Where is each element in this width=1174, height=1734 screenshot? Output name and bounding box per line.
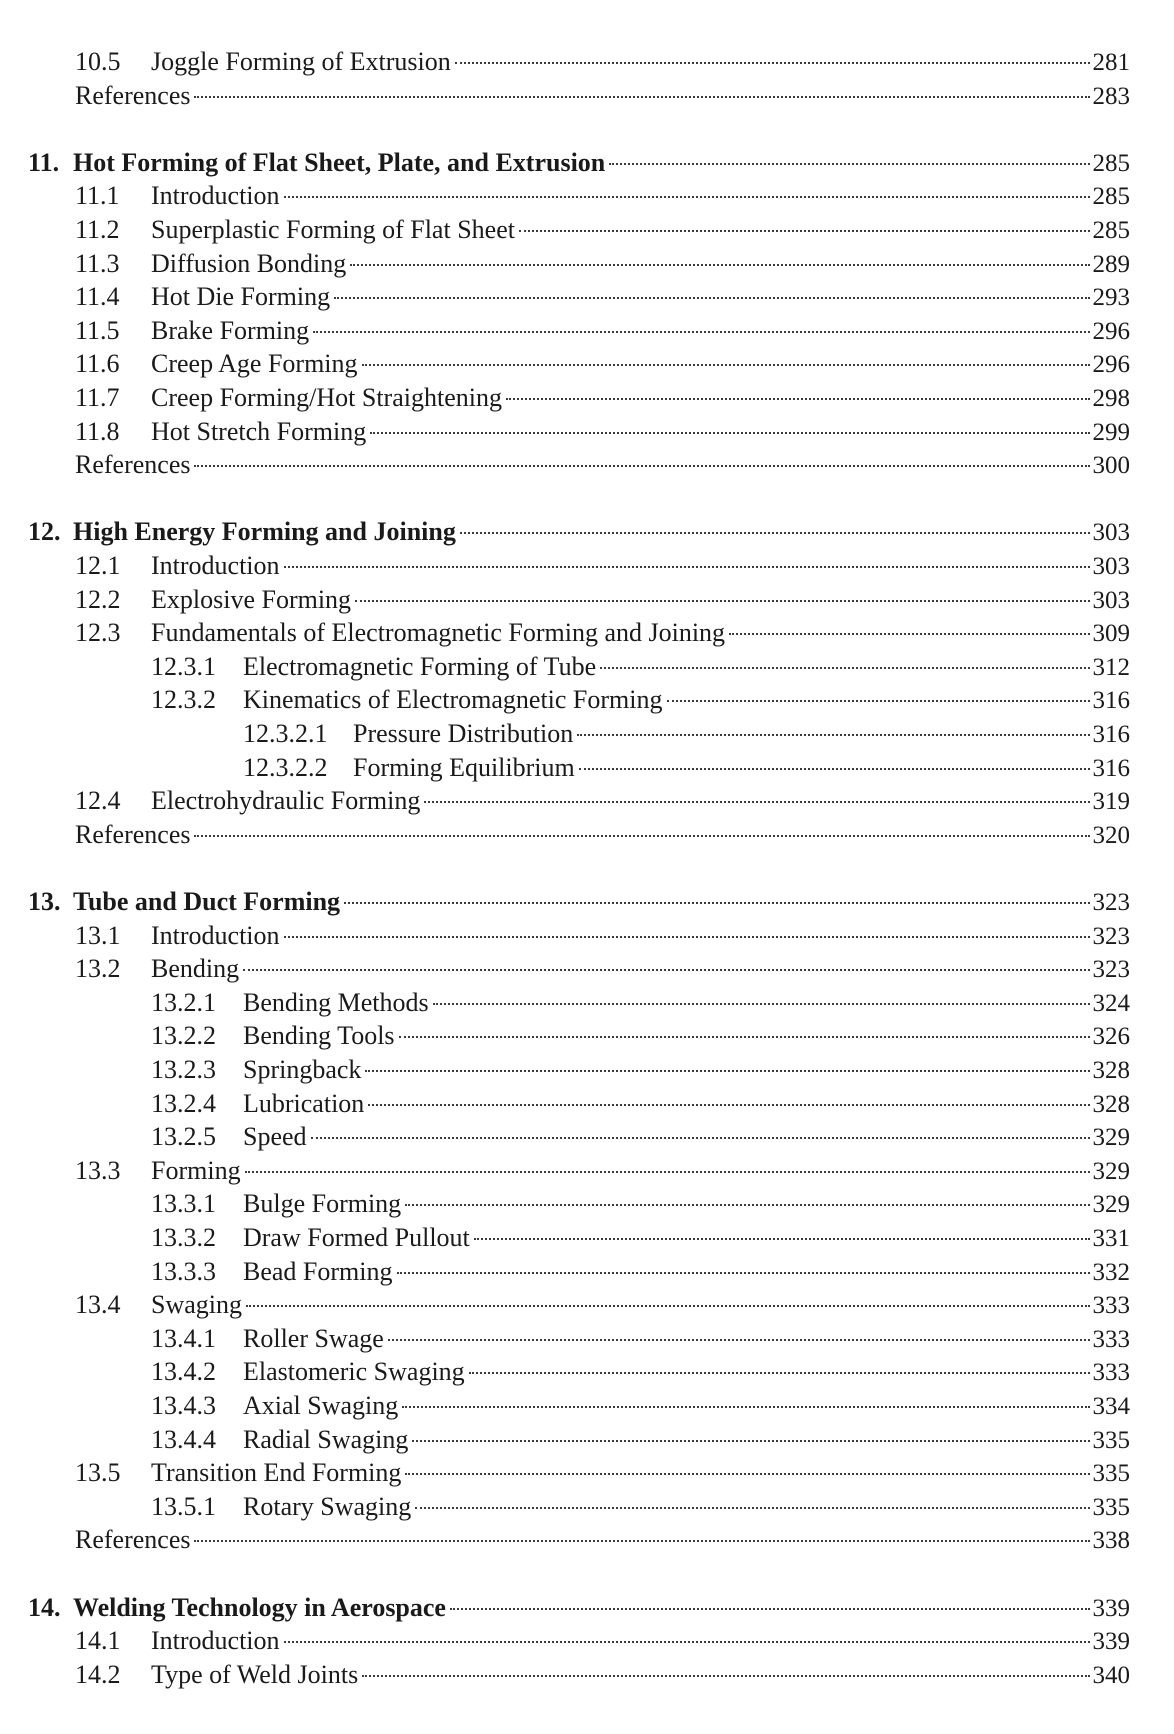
toc-references-entry: [75, 819, 1130, 851]
dot-leader: [729, 633, 1089, 635]
toc-chapter-entry: [28, 147, 1130, 179]
dot-leader: [284, 196, 1090, 198]
toc-entry-title: Introduction: [151, 920, 280, 950]
toc-entry-number: 10.5: [75, 47, 121, 76]
toc-entry-number: 11.1: [75, 181, 120, 211]
dot-leader: [344, 902, 1089, 904]
toc-entry-title: Bead Forming: [243, 1256, 393, 1286]
toc-entry-number: 11.7: [75, 383, 120, 412]
toc-entry-page-number: 335: [1092, 1460, 1130, 1488]
dot-leader: [506, 398, 1090, 400]
toc-entry-title: Draw Formed Pullout: [243, 1223, 470, 1252]
toc-entry-number: 13.3: [75, 1155, 121, 1185]
toc-entry-number: 13.2.2: [151, 1021, 216, 1051]
toc-entry-number: 13.3.3: [151, 1256, 216, 1286]
toc-entry: [75, 584, 1130, 616]
toc-entry-title: References: [75, 819, 191, 849]
dot-leader: [194, 465, 1089, 467]
toc-entry: [75, 248, 1130, 280]
toc-entry-page-number: 303: [1092, 586, 1130, 614]
toc-entry: [75, 315, 1130, 347]
toc-entry: [151, 1054, 1130, 1086]
toc-entry-number: 13.4.1: [151, 1323, 216, 1353]
dot-leader: [245, 1171, 1090, 1173]
toc-entry-number: 13.5.1: [151, 1491, 216, 1521]
toc-entry-page-number: 333: [1092, 1325, 1130, 1353]
toc-entry-page-number: 329: [1092, 1191, 1130, 1219]
toc-entry: [151, 1188, 1130, 1220]
dot-leader: [474, 1238, 1090, 1240]
toc-chapter-entry: [28, 1592, 1130, 1624]
toc-entry-title: Joggle Forming of Extrusion: [151, 47, 451, 76]
toc-entry: [151, 1390, 1130, 1422]
toc-entry: [151, 651, 1130, 683]
dot-leader: [243, 969, 1089, 971]
toc-entry-title: Forming Equilibrium: [353, 752, 575, 782]
toc-entry-number: 12.3.1: [151, 651, 216, 681]
dot-leader: [579, 768, 1090, 770]
toc-entry-number: 11.6: [75, 349, 120, 379]
dot-leader: [600, 667, 1089, 669]
toc-entry-number: 13.2.1: [151, 987, 216, 1017]
toc-entry-page-number: 328: [1092, 1090, 1130, 1118]
toc-entry-title: Transition End Forming: [151, 1458, 402, 1488]
toc-entry-page-number: 335: [1092, 1493, 1130, 1521]
dot-leader: [246, 1305, 1090, 1307]
toc-references-entry: [75, 1524, 1130, 1556]
toc-entry-page-number: 333: [1092, 1359, 1130, 1387]
dot-leader: [519, 230, 1090, 232]
toc-entry-title: Kinematics of Electromagnetic Forming: [243, 685, 663, 715]
toc-entry: [151, 1121, 1130, 1153]
toc-entry: [243, 718, 1130, 750]
dot-leader: [388, 1339, 1090, 1341]
toc-entry-page-number: 316: [1092, 754, 1130, 782]
toc-entry-title: Rotary Swaging: [243, 1491, 412, 1521]
toc-entry-title: References: [75, 1525, 191, 1555]
toc-entry-number: 13.2.5: [151, 1122, 216, 1152]
toc-entry-page-number: 333: [1092, 1292, 1130, 1320]
toc-entry-number: 13.4: [75, 1290, 121, 1320]
toc-entry-page-number: 281: [1092, 49, 1130, 76]
toc-entry-page-number: 309: [1092, 620, 1130, 648]
toc-entry-page-number: 293: [1092, 284, 1130, 312]
toc-entry-page-number: 323: [1092, 922, 1130, 950]
dot-leader: [284, 1641, 1090, 1643]
dot-leader: [313, 331, 1089, 333]
dot-leader: [194, 1540, 1089, 1542]
toc-entry-page-number: 340: [1092, 1661, 1130, 1689]
toc-entry-number: 12.1: [75, 551, 121, 580]
toc-entry-page-number: 303: [1092, 553, 1130, 580]
dot-leader: [450, 1608, 1090, 1610]
toc-entry: [151, 1020, 1130, 1052]
toc-entry-page-number: 298: [1092, 385, 1130, 412]
toc-entry-title: Axial Swaging: [243, 1391, 399, 1420]
dot-leader: [355, 600, 1089, 602]
toc-entry-title: Electromagnetic Forming of Tube: [243, 651, 597, 681]
dot-leader: [424, 801, 1089, 803]
toc-entry: [75, 920, 1130, 952]
toc-entry-number: 11.3: [75, 248, 120, 278]
toc-entry-title: Introduction: [151, 181, 280, 211]
dot-leader: [194, 835, 1089, 837]
toc-entry-page-number: 283: [1092, 82, 1130, 110]
toc-entry-page-number: 316: [1092, 721, 1130, 748]
toc-references-entry: [75, 449, 1130, 481]
toc-chapter-entry: [28, 516, 1130, 548]
toc-entry-title: Bulge Forming: [243, 1189, 402, 1219]
toc-entry: [75, 953, 1130, 985]
toc-entry-number: 13.1: [75, 920, 121, 950]
toc-entry: [75, 617, 1130, 649]
toc-entry-title: Diffusion Bonding: [151, 248, 347, 278]
toc-entry-number: 11.4: [75, 282, 120, 312]
toc-entry-title: Hot Stretch Forming: [151, 416, 367, 446]
toc-entry-number: 13.: [28, 887, 61, 916]
toc-entry-title: High Energy Forming and Joining: [73, 517, 456, 547]
toc-entry-page-number: 339: [1092, 1628, 1130, 1656]
toc-entry: [75, 416, 1130, 448]
dot-leader: [368, 1104, 1089, 1106]
toc-entry-title: Pressure Distribution: [353, 719, 574, 748]
toc-entry: [75, 46, 1130, 78]
toc-entry-title: Welding Technology in Aerospace: [73, 1592, 446, 1622]
toc-entry-number: 13.3.1: [151, 1189, 216, 1219]
toc-entry-number: 12.3: [75, 618, 121, 648]
toc-entry: [75, 1155, 1130, 1187]
toc-entry-title: Bending Tools: [243, 1021, 395, 1051]
toc-entry-title: Elastomeric Swaging: [243, 1357, 465, 1387]
toc-entry-number: 13.2: [75, 954, 121, 984]
toc-entry-page-number: 335: [1092, 1426, 1130, 1454]
toc-entry-number: 11.: [28, 147, 60, 177]
dot-leader: [334, 297, 1089, 299]
dot-leader: [399, 1036, 1090, 1038]
toc-entry: [151, 1491, 1130, 1523]
dot-leader: [460, 532, 1090, 534]
toc-entry-number: 12.2: [75, 584, 121, 614]
toc-entry: [75, 1659, 1130, 1691]
toc-entry: [75, 1457, 1130, 1489]
toc-entry-number: 11.2: [75, 215, 120, 244]
toc-entry-title: Tube and Duct Forming: [73, 887, 341, 916]
toc-entry-number: 12.3.2.2: [243, 752, 328, 782]
toc-entry-number: 13.2.3: [151, 1055, 216, 1084]
toc-entry-title: Roller Swage: [243, 1323, 384, 1353]
toc-chapter-entry: [28, 886, 1130, 918]
toc-entry-page-number: 296: [1092, 317, 1130, 345]
toc-entry-title: Forming: [151, 1155, 241, 1185]
toc-entry-page-number: 338: [1092, 1527, 1130, 1555]
toc-entry: [151, 1088, 1130, 1120]
toc-entry-title: Brake Forming: [151, 315, 310, 345]
toc-entry: [243, 752, 1130, 784]
toc-entry-title: Lubrication: [243, 1088, 365, 1118]
toc-entry-number: 12.3.2: [151, 685, 216, 715]
toc-entry: [75, 281, 1130, 313]
toc-entry-page-number: 323: [1092, 956, 1130, 984]
toc-entry-title: Superplastic Forming of Flat Sheet: [151, 215, 515, 244]
toc-entry-number: 14.: [28, 1592, 61, 1622]
toc-entry-title: Electrohydraulic Forming: [151, 786, 421, 816]
toc-entry-title: Creep Age Forming: [151, 349, 358, 379]
toc-entry-number: 13.4.4: [151, 1424, 216, 1454]
dot-leader: [362, 364, 1090, 366]
toc-entry: [75, 180, 1130, 212]
dot-leader: [667, 700, 1090, 702]
toc-entry: [151, 1356, 1130, 1388]
toc-entry-page-number: 299: [1092, 418, 1130, 446]
dot-leader: [365, 1070, 1089, 1072]
dot-leader: [350, 264, 1089, 266]
dot-leader: [412, 1440, 1089, 1442]
toc-entry-title: References: [75, 450, 191, 480]
toc-entry-title: References: [75, 80, 191, 110]
toc-entry-page-number: 289: [1092, 250, 1130, 278]
toc-entry-number: 13.3.2: [151, 1223, 216, 1252]
dot-leader: [433, 1003, 1090, 1005]
dot-leader: [284, 936, 1090, 938]
dot-leader: [311, 1137, 1090, 1139]
toc-entry-page-number: 320: [1092, 821, 1130, 849]
toc-entry-page-number: 300: [1092, 452, 1130, 480]
toc-entry: [75, 348, 1130, 380]
toc-entry-title: Speed: [243, 1122, 307, 1152]
dot-leader: [397, 1272, 1090, 1274]
toc-entry-page-number: 285: [1092, 183, 1130, 211]
toc-entry: [75, 382, 1130, 414]
toc-entry: [151, 1424, 1130, 1456]
toc-entry-number: 12.: [28, 517, 61, 547]
toc-entry-page-number: 328: [1092, 1057, 1130, 1084]
toc-entry-number: 13.5: [75, 1458, 121, 1488]
toc-entry: [151, 684, 1130, 716]
toc-entry-number: 11.5: [75, 315, 120, 345]
dot-leader: [469, 1372, 1090, 1374]
toc-entry-title: Fundamentals of Electromagnetic Forming and Joining: [151, 618, 726, 648]
toc-entry-page-number: 285: [1092, 149, 1130, 177]
toc-entry-number: 12.3.2.1: [243, 719, 328, 748]
toc-entry-page-number: 331: [1092, 1225, 1130, 1252]
toc-entry-number: 13.2.4: [151, 1088, 216, 1118]
toc-entry-title: Explosive Forming: [151, 584, 352, 614]
toc-entry-title: Type of Weld Joints: [151, 1659, 359, 1689]
dot-leader: [194, 96, 1089, 98]
toc-entry: [151, 1256, 1130, 1288]
toc-entry-page-number: 312: [1092, 653, 1130, 681]
dot-leader: [609, 163, 1089, 165]
toc-entry-number: 12.4: [75, 786, 121, 816]
toc-entry-title: Hot Forming of Flat Sheet, Plate, and Extrusion: [73, 147, 606, 177]
toc-entry-number: 14.2: [75, 1659, 121, 1689]
toc-entry-page-number: 329: [1092, 1157, 1130, 1185]
toc-entry-title: Swaging: [151, 1290, 242, 1320]
toc-entry: [75, 1289, 1130, 1321]
dot-leader: [405, 1473, 1089, 1475]
toc-entry: [75, 550, 1130, 582]
toc-references-entry: [75, 80, 1130, 112]
dot-leader: [370, 432, 1089, 434]
toc-entry: [75, 214, 1130, 246]
toc-entry-page-number: 296: [1092, 351, 1130, 379]
toc-entry-number: 11.8: [75, 416, 120, 446]
toc-entry-page-number: 332: [1092, 1258, 1130, 1286]
toc-entry: [151, 1222, 1130, 1254]
dot-leader: [405, 1204, 1089, 1206]
toc-entry-number: 13.4.2: [151, 1357, 216, 1387]
dot-leader: [415, 1507, 1089, 1509]
toc-entry-page-number: 326: [1092, 1023, 1130, 1051]
toc-entry-number: 14.1: [75, 1626, 121, 1656]
toc-entry-title: Bending Methods: [243, 987, 429, 1017]
toc-entry-title: Hot Die Forming: [151, 282, 331, 312]
toc-entry: [151, 987, 1130, 1019]
dot-leader: [362, 1675, 1089, 1677]
toc-entry-title: Springback: [243, 1055, 362, 1084]
dot-leader: [402, 1406, 1089, 1408]
toc-entry-page-number: 329: [1092, 1124, 1130, 1152]
toc-entry-title: Introduction: [151, 1626, 280, 1656]
dot-leader: [284, 566, 1090, 568]
toc-entry-page-number: 319: [1092, 788, 1130, 816]
toc-entry-page-number: 323: [1092, 889, 1130, 916]
toc-entry-page-number: 339: [1092, 1594, 1130, 1622]
toc-entry-title: Introduction: [151, 551, 280, 580]
dot-leader: [455, 62, 1090, 64]
toc-entry-title: Radial Swaging: [243, 1424, 409, 1454]
toc-entry-page-number: 334: [1092, 1393, 1130, 1420]
toc-entry-page-number: 285: [1092, 217, 1130, 244]
toc-entry-number: 13.4.3: [151, 1391, 216, 1420]
toc-entry-title: Bending: [151, 954, 240, 984]
toc-entry: [75, 1625, 1130, 1657]
toc-entry: [151, 1323, 1130, 1355]
toc-entry-title: Creep Forming/Hot Straightening: [151, 383, 502, 412]
toc-entry-page-number: 303: [1092, 519, 1130, 547]
dot-leader: [577, 734, 1089, 736]
toc-entry-page-number: 316: [1092, 687, 1130, 715]
toc-entry: [75, 785, 1130, 817]
toc-entry-page-number: 324: [1092, 989, 1130, 1017]
